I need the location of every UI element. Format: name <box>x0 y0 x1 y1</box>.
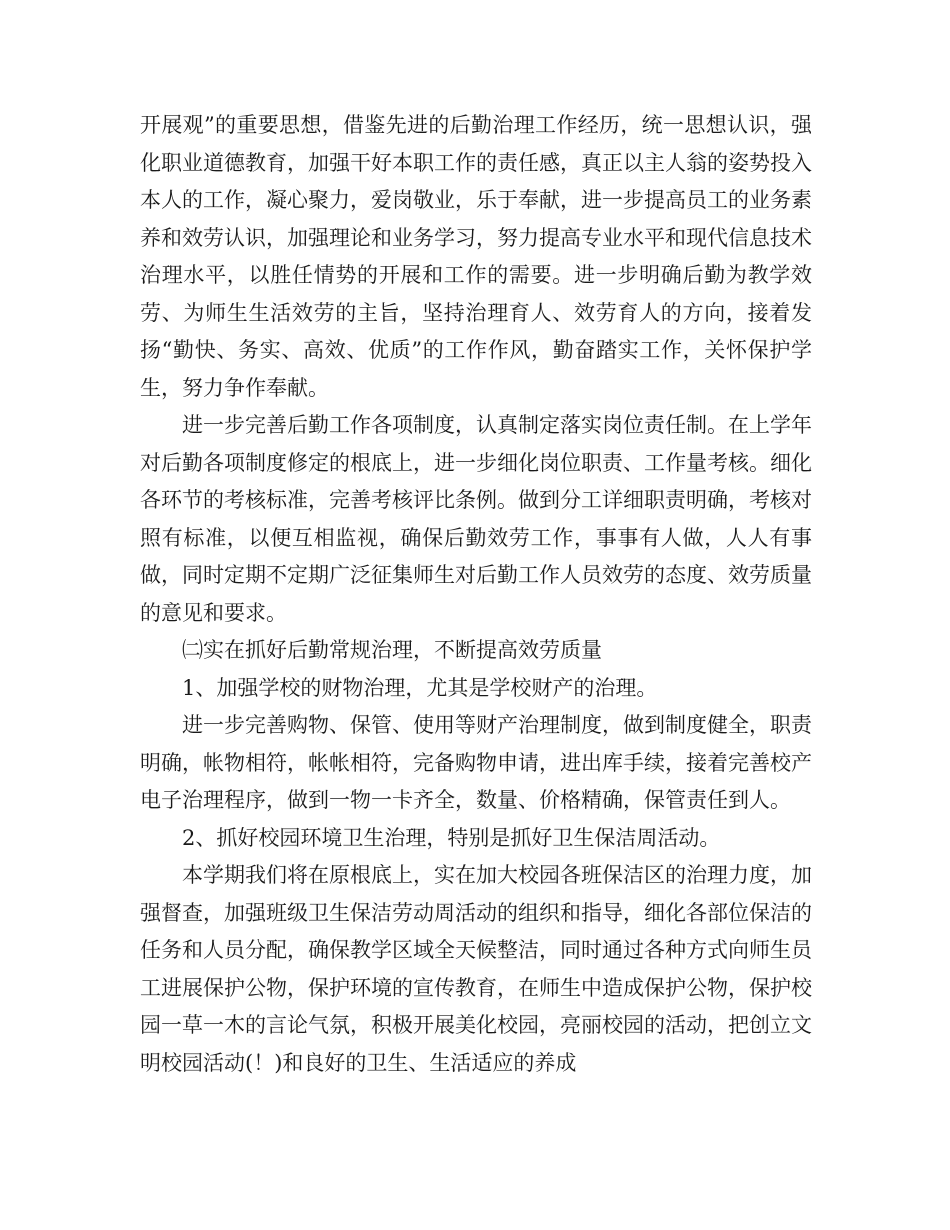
paragraph-3: 进一步完善购物、保管、使用等财产治理制度，做到制度健全，职责明确，帐物相符，帐帐相符，完备购物申请，进出库手续，接着完善校产电子治理程序，做到一物一卡齐全，数量、价格精确，保管责任到人。 <box>140 713 812 812</box>
paragraph-4: 本学期我们将在原根底上，实在加大校园各班保洁区的治理力度，加强督查，加强班级卫生保洁劳动周活动的组织和指导，细化各部位保洁的任务和人员分配，确保教学区域全天候整洁，同时通过各种方式向师生员工进展保护公物，保护环境的宣传教育，在师生中造成保护公物，保护校园一草一木的言论气氛，积极开展美化校园，亮丽校园的活动，把创立文明校园活动(！)和良好的卫生、生活适应的养成 <box>140 863 812 1075</box>
section-heading-2: ㈡实在抓好后勤常规治理，不断提高效劳质量 <box>182 638 602 662</box>
item-heading-2: 2、抓好校园环境卫生治理，特别是抓好卫生保洁周活动。 <box>182 825 721 850</box>
item-heading-1: 1、加强学校的财物治理，尤其是学校财产的治理。 <box>182 675 658 700</box>
paragraph-2: 进一步完善后勤工作各项制度，认真制定落实岗位责任制。在上学年对后勤各项制度修定的根底上，进一步细化岗位职责、工作量考核。细化各环节的考核标准，完善考核评比条例。做到分工详细职责明确，考核对照有标准，以便互相监视，确保后勤效劳工作，事事有人做，人人有事做，同时定期不定期广泛征集师生对后勤工作人员效劳的态度、效劳质量的意见和要求。 <box>140 413 812 625</box>
paragraph-1: 开展观”的重要思想，借鉴先进的后勤治理工作经历，统一思想认识，强化职业道德教育，加强干好本职工作的责任感，真正以主人翁的姿势投入本人的工作，凝心聚力，爱岗敬业，乐于奉献，进一步提高员工的业务素养和效劳认识，加强理论和业务学习，努力提高专业水平和现代信息技术治理水平，以胜任情势的开展和工作的需要。进一步明确后勤为教学效劳、为师生生活效劳的主旨，坚持治理育人、效劳育人的方向，接着发扬“勤快、务实、高效、优质”的工作作风，勤奋踏实工作，关怀保护学生，努力争作奉献。 <box>140 113 812 400</box>
document-body <box>140 107 812 1082</box>
